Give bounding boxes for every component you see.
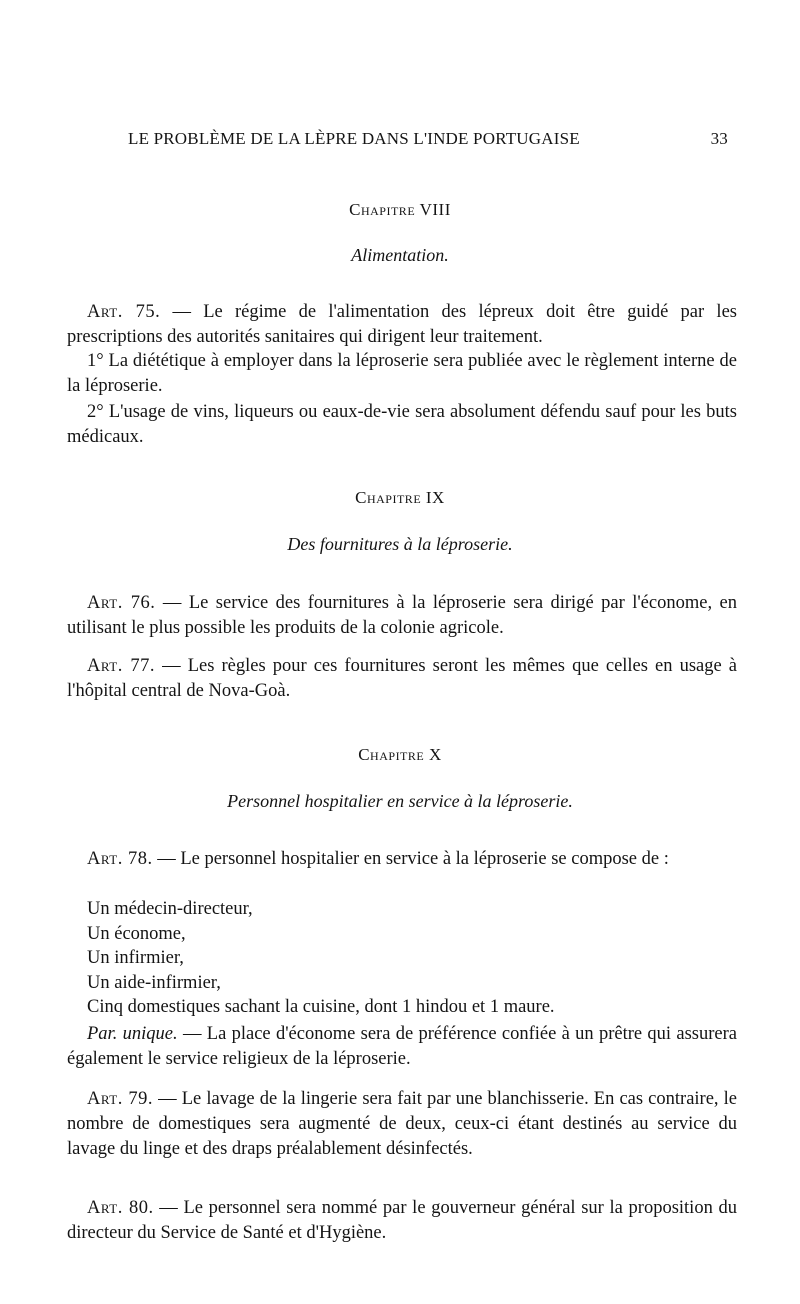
article-75-item-2: 2° L'usage de vins, liqueurs ou eaux-de-vie sera absolument défendu sauf pour les buts médicaux.	[67, 402, 737, 447]
article-79-text: — Le lavage de la lingerie sera fait par une blanchisserie. En cas contraire, le nombre de domestiques sera augmenté de deux, ceux-ci étant destinés au service du lavage du linge et des draps préalablement désinfectés.	[67, 1089, 737, 1159]
page-number: 33	[710, 129, 728, 148]
chapter-10-heading: Chapitre X	[358, 745, 442, 764]
staff-item: Un aide-infirmier,	[87, 972, 221, 993]
article-79-label: Art. 79.	[87, 1089, 154, 1109]
article-77-text: — Les règles pour ces fournitures seront les mêmes que celles en usage à l'hôpital central de Nova-Goà.	[67, 656, 737, 701]
staff-item: Un médecin-directeur,	[87, 899, 253, 919]
article-75	[67, 300, 737, 350]
paragraph-unique	[67, 1022, 737, 1072]
staff-item: Un infirmier,	[87, 948, 184, 968]
chapter-8-subtitle: Alimentation.	[351, 245, 449, 265]
chapter-8-heading: Chapitre VIII	[349, 200, 451, 219]
article-75-item-1: 1° La diététique à employer dans la léproserie sera publiée avec le règlement interne de la léproserie.	[67, 351, 737, 396]
article-77	[67, 654, 737, 704]
article-79	[67, 1087, 737, 1162]
article-80	[67, 1196, 737, 1246]
article-76-label: Art. 76.	[87, 593, 156, 613]
article-78	[67, 847, 737, 872]
article-80-label: Art. 80.	[87, 1198, 154, 1218]
article-76	[67, 591, 737, 641]
article-77-label: Art. 77.	[87, 656, 156, 676]
article-75-label: Art. 75.	[87, 302, 161, 322]
chapter-9-heading: Chapitre IX	[355, 488, 445, 507]
paragraph-unique-label: Par. unique.	[87, 1024, 178, 1044]
staff-item: Un économe,	[87, 923, 186, 944]
article-80-text: — Le personnel sera nommé par le gouverneur général sur la proposition du directeur du Service de Santé et d'Hygiène.	[67, 1198, 737, 1243]
staff-list	[87, 897, 737, 1020]
chapter-10-subtitle: Personnel hospitalier en service à la léproserie.	[227, 791, 573, 811]
chapter-9-subtitle: Des fournitures à la léproserie.	[287, 534, 513, 554]
running-title: LE PROBLÈME DE LA LÈPRE DANS L'INDE PORTUGAISE	[128, 129, 580, 148]
article-78-text: — Le personnel hospitalier en service à la léproserie se compose de :	[152, 849, 669, 869]
paragraph-unique-text: — La place d'économe sera de préférence confiée à un prêtre qui assurera également le service religieux de la léproserie.	[67, 1024, 737, 1069]
article-75-text: — Le régime de l'alimentation des lépreux doit être guidé par les prescriptions des autorités sanitaires qui dirigent leur traitement.	[67, 302, 737, 347]
staff-item: Cinq domestiques sachant la cuisine, dont 1 hindou et 1 maure.	[87, 997, 555, 1017]
article-78-label: Art. 78.	[87, 849, 153, 869]
article-76-text: — Le service des fournitures à la léproserie sera dirigé par l'économe, en utilisant le plus possible les produits de la colonie agricole.	[67, 593, 737, 638]
